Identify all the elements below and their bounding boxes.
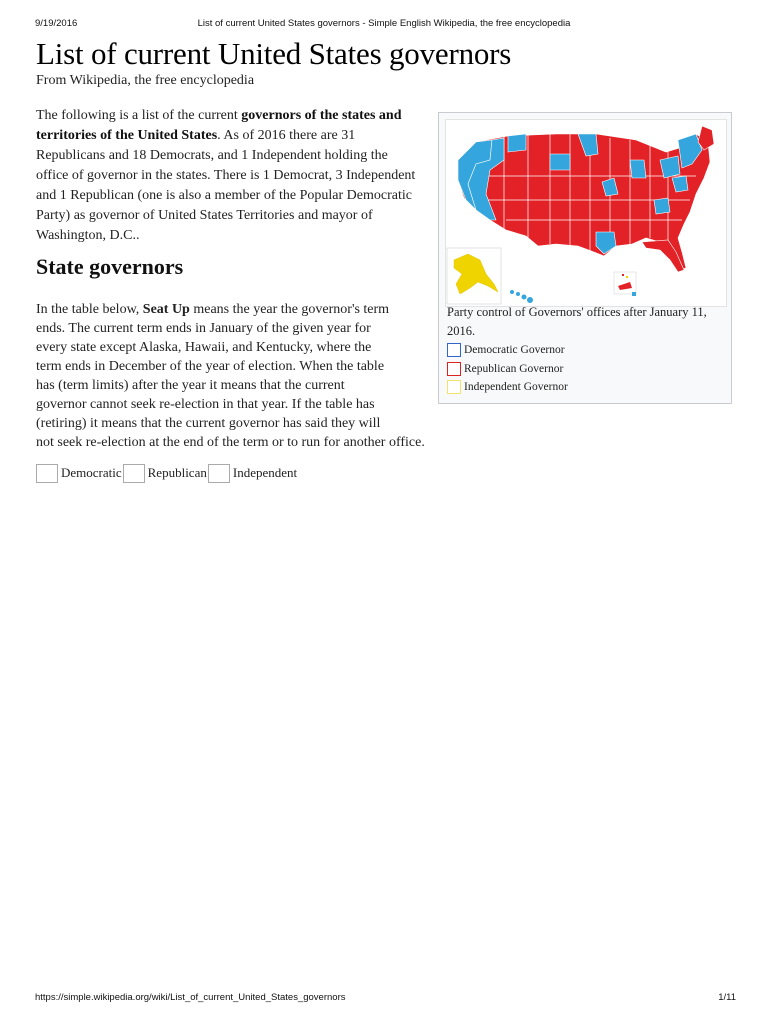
- map-caption: Party control of Governors' offices after January 11, 2016.: [447, 305, 707, 338]
- key-swatch-democratic: [36, 464, 58, 483]
- key-swatch-republican: [123, 464, 145, 483]
- lead-paragraph: The following is a list of the current governors of the states and territories of the United States. As of 2016 there are 31 Republicans and 18 Democrats, and 1 Independent holding the office of governor in the states. There is 1 Democrat, 3 Independent and 1 Republican (one is also a member of the Popular Democratic Party) as governor of United States Territories and mayor of Washington, D.C..: [36, 108, 416, 243]
- map-territories: [614, 272, 636, 296]
- map-infobox: [438, 112, 732, 404]
- seat-up-term: Seat Up: [142, 302, 190, 317]
- map-graphic: [446, 120, 726, 306]
- legend-democratic: [447, 342, 565, 358]
- print-footer: [0, 992, 768, 1006]
- tagline: From Wikipedia, the free encyclopedia: [36, 73, 255, 88]
- paragraph-line: (retiring) it means that the current governor has said they will: [36, 416, 381, 431]
- legend-label: Independent Governor: [464, 381, 568, 393]
- legend-republican: [447, 361, 563, 377]
- section-heading-state-governors: State governors: [36, 254, 184, 279]
- us-governors-map[interactable]: [445, 119, 727, 307]
- key-label-democratic: Democratic: [61, 465, 122, 480]
- paragraph-line: In the table below, Seat Up means the year the governor's term: [36, 302, 390, 317]
- term-explanation-paragraph: [36, 300, 456, 452]
- governors-link[interactable]: governors of the states and territories of the United States: [36, 108, 402, 143]
- legend-label: Republican Governor: [464, 363, 564, 375]
- paragraph-line: governor cannot seek re-election in that year. If the table has: [36, 397, 375, 412]
- page-url[interactable]: https://simple.wikipedia.org/wiki/List_of_current_United_States_governors: [35, 992, 346, 1003]
- map-hawaii: [510, 290, 533, 303]
- key-label-republican: Republican: [147, 465, 207, 480]
- page-title: List of current United States governors: [36, 36, 512, 71]
- key-label-independent: Independent: [232, 465, 298, 480]
- key-swatch-independent: [208, 464, 230, 483]
- legend-independent: [447, 379, 568, 395]
- paragraph-line: term ends in December of the year of election. When the table: [36, 359, 385, 374]
- paragraph-line: has (term limits) after the year it means that the current: [36, 378, 345, 393]
- page-number: 1/11: [718, 992, 736, 1003]
- legend-label: Democratic Governor: [464, 344, 565, 356]
- paragraph-line: not seek re-election at the end of the term or to run for another office.: [36, 435, 425, 450]
- paragraph-line: every state except Alaska, Hawaii, and Kentucky, where the: [36, 340, 372, 355]
- party-color-key: [36, 463, 298, 483]
- print-header: [0, 18, 768, 32]
- print-page-title: List of current United States governors - Simple English Wikipedia, the free encyclopedia: [197, 18, 571, 29]
- paragraph-line: ends. The current term ends in January of the given year for: [36, 321, 371, 336]
- print-date: 9/19/2016: [35, 18, 78, 29]
